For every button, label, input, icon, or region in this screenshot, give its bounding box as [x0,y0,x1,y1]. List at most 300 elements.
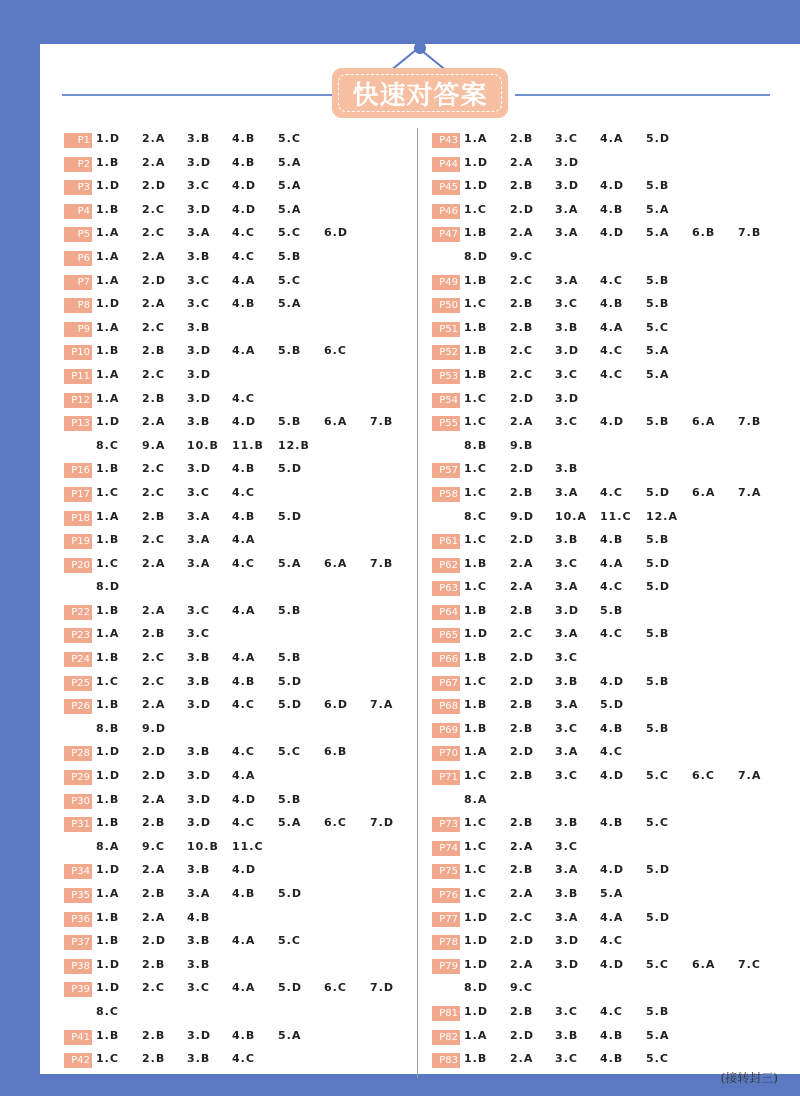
answer-item: 6.C [692,769,715,783]
answer-item: 1.B [464,651,488,665]
title-rule-left [62,94,332,96]
answer-item: 7.D [370,816,394,830]
answer-item: 3.D [187,792,211,806]
answer-row [432,602,777,626]
answer-item: 8.A [96,839,120,853]
answer-row [432,1027,777,1051]
answer-item: 1.D [96,179,120,193]
answer-item: 4.C [232,249,255,263]
answer-row [64,979,414,1003]
answer-item: 11.C [232,839,264,853]
answer-item: 2.B [142,391,166,405]
answer-item: 9.C [510,981,533,995]
answer-item: 2.C [142,485,165,499]
answer-item: 4.C [232,816,255,830]
answer-item: 1.A [96,367,120,381]
answer-item: 4.D [600,415,624,429]
answer-row [432,413,777,437]
answer-row [432,743,777,767]
page-tag: P3 [64,180,92,195]
page-tag: P63 [432,581,460,596]
answer-item: 3.C [187,627,210,641]
answer-item: 3.D [555,344,579,358]
answer-row [432,177,777,201]
answer-row [64,1050,414,1074]
answer-row [64,696,414,720]
answer-row [64,767,414,791]
answer-item: 2.A [510,556,534,570]
answer-row [432,932,777,956]
page-tag: P20 [64,558,92,573]
answer-item: 2.B [142,816,166,830]
answer-row [64,460,414,484]
answer-item: 3.A [555,226,579,240]
answer-item: 3.C [555,769,578,783]
answer-item: 2.B [510,297,534,311]
page-tag: P66 [432,652,460,667]
answer-row [64,649,414,673]
answer-item: 4.A [600,556,624,570]
answer-item: 4.B [600,1052,624,1066]
answer-item: 2.C [510,367,533,381]
answer-item: 9.D [510,509,534,523]
answer-item: 6.A [692,957,716,971]
page-title: 快速对答案 [338,74,502,112]
answer-item: 5.D [278,674,302,688]
answer-item: 5.D [646,910,670,924]
page-tag: P58 [432,487,460,502]
answer-item: 3.A [187,509,211,523]
answer-item: 1.D [464,910,488,924]
page-tag: P74 [432,841,460,856]
page-tag: P7 [64,275,92,290]
answer-item: 3.C [555,721,578,735]
answer-item: 5.A [278,155,302,169]
page-tag: P78 [432,935,460,950]
answer-item: 5.B [600,603,624,617]
answer-row [64,484,414,508]
answer-item: 3.D [187,462,211,476]
answer-item: 5.C [278,745,301,759]
answer-item: 5.C [278,934,301,948]
answer-row [64,508,414,532]
answer-row [64,814,414,838]
answer-row [432,224,777,248]
answer-item: 8.B [464,438,488,452]
answer-item: 1.D [96,981,120,995]
answer-item: 4.C [232,745,255,759]
answer-item: 3.C [187,603,210,617]
answer-item: 5.B [278,344,302,358]
answer-item: 1.B [96,792,120,806]
answer-item: 8.B [96,721,120,735]
answer-item: 2.C [142,462,165,476]
answer-item: 4.D [600,863,624,877]
answer-item: 3.B [187,249,211,263]
answer-row [432,508,777,532]
answer-item: 3.C [555,367,578,381]
answer-item: 1.D [464,957,488,971]
page-tag: P77 [432,912,460,927]
answer-item: 9.C [142,839,165,853]
answer-row [64,177,414,201]
answer-item: 1.C [464,462,487,476]
answer-row [64,272,414,296]
answer-item: 3.A [187,556,211,570]
answer-row [432,861,777,885]
answer-item: 1.D [96,415,120,429]
page-tag: P19 [64,534,92,549]
answer-item: 1.C [96,556,119,570]
page-tag: P69 [432,723,460,738]
answer-item: 3.C [555,415,578,429]
answer-item: 12.A [646,509,678,523]
answer-item: 3.B [187,674,211,688]
answer-item: 2.A [142,910,166,924]
answer-item: 4.C [600,580,623,594]
answer-item: 1.B [464,226,488,240]
page-tag: P41 [64,1030,92,1045]
answer-item: 3.B [187,1052,211,1066]
answer-item: 5.C [646,769,669,783]
answer-item: 1.B [464,556,488,570]
answer-item: 1.D [96,297,120,311]
answer-item: 5.A [600,887,624,900]
answer-item: 2.B [510,769,534,783]
answer-row [432,295,777,319]
answer-item: 2.A [142,249,166,263]
answer-item: 5.D [278,981,302,995]
answer-row [432,248,777,272]
answer-item: 7.B [370,556,394,570]
answer-item: 5.A [278,1028,302,1042]
page-tag: P82 [432,1030,460,1045]
answer-item: 1.B [464,273,488,287]
answer-item: 4.B [600,721,624,735]
answer-item: 1.C [464,202,487,216]
page-tag: P17 [64,487,92,502]
answer-item: 5.A [646,226,670,240]
page-tag: P28 [64,746,92,761]
answer-item: 2.C [142,533,165,547]
answer-item: 2.A [142,863,166,877]
answer-item: 2.A [510,957,534,971]
answer-item: 1.A [96,887,120,900]
answer-item: 5.A [646,344,670,358]
answer-item: 2.D [510,651,534,665]
answer-row [64,130,414,154]
answer-item: 4.D [232,863,256,877]
answer-row [64,390,414,414]
answer-item: 5.B [646,273,670,287]
answer-item: 3.D [187,698,211,712]
answer-item: 4.A [232,981,256,995]
page-tag: P2 [64,157,92,172]
answer-item: 3.B [555,1028,579,1042]
answer-item: 2.A [142,415,166,429]
answer-item: 5.C [278,226,301,240]
answer-item: 9.D [142,721,166,735]
answer-item: 5.B [646,627,670,641]
answer-item: 3.B [187,320,211,334]
answer-item: 4.A [232,344,256,358]
page-tag: P6 [64,251,92,266]
page-tag: P70 [432,746,460,761]
answer-row [64,720,414,744]
answer-item: 5.B [278,792,302,806]
answer-item: 3.A [555,745,579,759]
answer-item: 2.A [142,603,166,617]
answer-item: 1.C [464,887,487,900]
answer-row [432,625,777,649]
answer-item: 3.D [187,391,211,405]
answer-row [432,814,777,838]
page-tag: P8 [64,298,92,313]
answer-item: 4.D [600,179,624,193]
answer-row [432,673,777,697]
answer-item: 4.C [600,745,623,759]
right-answer-column [432,130,777,1074]
answer-item: 2.A [142,698,166,712]
page-tag: P34 [64,864,92,879]
answer-row [64,791,414,815]
answer-item: 2.C [142,367,165,381]
answer-item: 1.C [464,580,487,594]
answer-item: 5.B [646,674,670,688]
page-tag: P23 [64,628,92,643]
answer-item: 4.B [187,910,211,924]
answer-item: 1.B [96,462,120,476]
page-tag: P1 [64,133,92,148]
answer-item: 1.C [464,533,487,547]
answer-item: 6.B [692,226,716,240]
answer-row [64,319,414,343]
answer-item: 4.C [232,391,255,405]
page-tag: P83 [432,1053,460,1068]
answer-row [64,909,414,933]
answer-item: 4.B [232,132,256,145]
answer-item: 4.B [600,1028,624,1042]
answer-item: 5.A [278,816,302,830]
answer-item: 1.D [464,179,488,193]
answer-item: 5.A [646,1028,670,1042]
answer-item: 1.B [464,320,488,334]
answer-item: 1.A [96,509,120,523]
answer-item: 5.B [646,179,670,193]
answer-item: 7.D [370,981,394,995]
answer-item: 2.B [510,603,534,617]
page-tag: P52 [432,345,460,360]
answer-item: 1.D [464,627,488,641]
answer-item: 1.A [96,226,120,240]
answer-item: 1.D [464,1004,488,1018]
answer-row [64,248,414,272]
answer-item: 2.B [142,627,166,641]
answer-item: 2.B [510,698,534,712]
answer-row [64,885,414,909]
answer-item: 5.D [646,580,670,594]
answer-item: 9.A [142,438,166,452]
answer-item: 6.A [324,415,348,429]
answer-item: 2.A [142,155,166,169]
answer-item: 5.C [646,320,669,334]
answer-row [432,885,777,909]
answer-row [64,743,414,767]
page-tag: P79 [432,959,460,974]
answer-row [64,154,414,178]
answer-item: 3.B [555,533,579,547]
answer-item: 1.C [96,674,119,688]
answer-item: 9.B [510,438,534,452]
answer-item: 3.C [555,132,578,145]
answer-item: 2.B [510,816,534,830]
page-tag: P73 [432,817,460,832]
answer-item: 3.D [187,1028,211,1042]
answer-item: 7.B [738,226,762,240]
page-tag: P25 [64,676,92,691]
answer-item: 2.B [142,509,166,523]
answer-item: 2.B [510,320,534,334]
answer-item: 2.B [142,1052,166,1066]
answer-item: 7.A [738,485,762,499]
answer-item: 2.A [510,887,534,900]
answer-item: 3.A [187,887,211,900]
answer-item: 3.B [187,651,211,665]
page-tag: P75 [432,864,460,879]
answer-item: 4.C [232,226,255,240]
answer-row [432,201,777,225]
answer-item: 4.D [600,226,624,240]
answer-item: 8.C [96,1004,119,1018]
answer-item: 6.C [324,981,347,995]
answer-row [64,602,414,626]
answer-item: 4.A [232,273,256,287]
answer-item: 3.A [555,627,579,641]
answer-item: 3.D [187,816,211,830]
answer-row [432,767,777,791]
page-tag: P38 [64,959,92,974]
answer-item: 2.B [142,957,166,971]
answer-item: 5.B [646,1004,670,1018]
answer-item: 4.B [232,462,256,476]
answer-item: 1.C [464,415,487,429]
pin-icon [414,42,426,54]
answer-item: 2.B [510,1004,534,1018]
answer-row [432,390,777,414]
answer-item: 1.B [464,603,488,617]
answer-item: 3.D [555,957,579,971]
answer-row [64,366,414,390]
answer-row [432,696,777,720]
answer-item: 1.A [96,320,120,334]
answer-item: 1.B [96,155,120,169]
page-tag: P61 [432,534,460,549]
answer-item: 4.D [232,792,256,806]
answer-item: 3.C [187,981,210,995]
answer-item: 3.D [555,179,579,193]
answer-item: 1.C [464,839,487,853]
page-tag: P46 [432,204,460,219]
answer-item: 1.B [464,344,488,358]
page-tag: P22 [64,605,92,620]
answer-item: 3.A [555,202,579,216]
answer-item: 6.C [324,816,347,830]
page-tag: P26 [64,699,92,714]
answer-item: 3.D [555,603,579,617]
page-tag: P5 [64,227,92,242]
answer-item: 2.B [510,485,534,499]
answer-item: 5.C [278,132,301,145]
answer-item: 4.D [232,202,256,216]
answer-item: 2.C [142,202,165,216]
answer-item: 5.D [278,462,302,476]
title-badge [332,68,508,118]
answer-item: 3.B [555,816,579,830]
page-tag: P53 [432,369,460,384]
answer-item: 2.B [510,179,534,193]
answer-row [64,578,414,602]
answer-row [432,342,777,366]
page-tag: P37 [64,935,92,950]
answer-row [64,342,414,366]
answer-item: 6.A [692,485,716,499]
page-tag: P64 [432,605,460,620]
continued-note: (接转封三) [720,1071,778,1085]
page-tag: P76 [432,888,460,903]
answer-item: 4.C [600,485,623,499]
answer-item: 3.D [555,155,579,169]
answer-item: 2.A [510,839,534,853]
answer-item: 10.B [187,438,219,452]
page-tag: P65 [432,628,460,643]
answer-item: 4.D [232,179,256,193]
answer-item: 1.B [464,367,488,381]
page-tag: P30 [64,794,92,809]
answer-row [64,1003,414,1027]
answer-item: 1.D [96,132,120,145]
answer-item: 6.A [324,556,348,570]
answer-item: 2.C [142,981,165,995]
answer-row [432,437,777,461]
answer-item: 5.A [278,556,302,570]
answer-item: 3.C [555,1052,578,1066]
answer-item: 1.D [96,745,120,759]
page-tag: P55 [432,416,460,431]
answer-item: 1.B [96,1028,120,1042]
answer-item: 11.B [232,438,264,452]
answer-item: 1.D [96,863,120,877]
column-divider [417,128,418,1078]
answer-row [64,531,414,555]
answer-item: 6.D [324,226,348,240]
answer-item: 7.A [738,769,762,783]
answer-item: 2.D [510,202,534,216]
answer-row [64,437,414,461]
answer-item: 8.A [464,792,488,806]
answer-item: 4.D [232,415,256,429]
answer-row [64,932,414,956]
answer-item: 3.D [187,155,211,169]
answer-item: 1.A [464,745,488,759]
answer-item: 5.B [278,415,302,429]
answer-item: 3.C [555,1004,578,1018]
answer-item: 3.B [555,462,579,476]
answer-row [432,1003,777,1027]
answer-item: 4.A [600,132,624,145]
answer-item: 1.C [464,816,487,830]
answer-item: 1.C [464,863,487,877]
answer-item: 4.C [232,556,255,570]
